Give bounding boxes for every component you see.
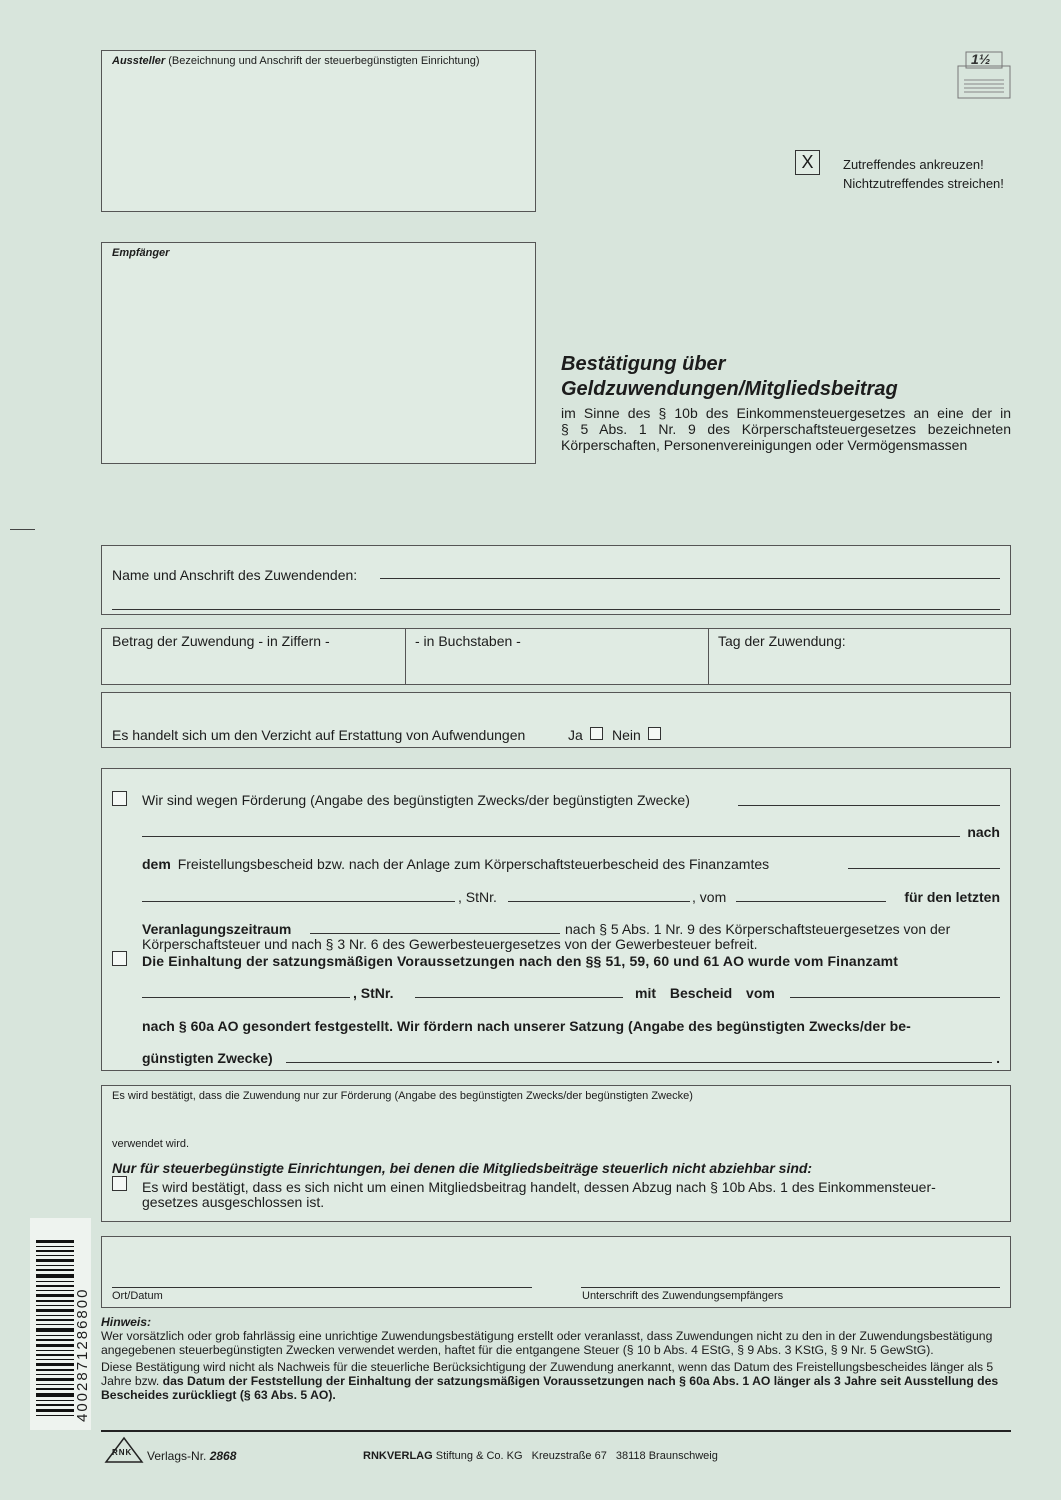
footer-verlag-label: Verlags-Nr. [147, 1449, 207, 1463]
document-title [561, 352, 1011, 453]
notice-p2 [101, 1360, 1011, 1402]
donor-line-2[interactable] [112, 609, 1000, 610]
rnk-logo-letters: RNK [112, 1448, 133, 1457]
exemption-a3-text: Freistellungsbescheid bzw. nach der Anlage zum Körperschaftsteuerbescheid des Finanzamtes [177, 856, 770, 872]
footer-publisher-name: RNKVERLAG [363, 1450, 433, 1462]
confirm-line2: verwendet wird. [112, 1138, 190, 1150]
barcode-number: 4002871286800 [74, 1287, 91, 1422]
rnk-logo [104, 1436, 144, 1464]
waiver-no-label: Nein [612, 727, 641, 743]
amount-digits-label: Betrag der Zuwendung - in Ziffern - [112, 633, 330, 649]
fold-mark [10, 529, 35, 530]
format-logo-text: 1½ [971, 51, 991, 67]
title-line1: Bestätigung über [561, 353, 726, 375]
exemption-a4-end: für den letzten [904, 889, 1000, 905]
exemption-a6: Körperschaftsteuer und nach § 3 Nr. 6 des Gewerbesteuergesetzes von der Gewerbesteuer befreit. [142, 936, 758, 952]
footer-verlag-number: 2868 [209, 1449, 237, 1463]
tax-office-line[interactable] [848, 868, 1000, 869]
exemption-purpose-line-1[interactable] [738, 805, 1000, 806]
footer-street: Kreuzstraße 67 [531, 1450, 607, 1462]
exemption-a4-stnr: , StNr. [458, 889, 497, 905]
title-sub3: Körperschaften, Personenvereinigungen oder Vermögensmassen [561, 437, 968, 453]
exemption-a-checkbox[interactable] [112, 791, 127, 806]
footer-rule [101, 1430, 1011, 1432]
footer-verlag [147, 1449, 236, 1463]
confirmation-box [101, 1085, 1011, 1222]
title-sub1: im Sinne des § 10b des Einkommensteuergesetzes an eine der in [561, 405, 1011, 421]
exemption-b-stnr-line[interactable] [415, 997, 623, 998]
exemption-a3-bold: dem [142, 856, 171, 872]
exemption-b2-mit: mit Bescheid vom [635, 985, 775, 1001]
exemption-a5-bold: Veranlagungszeitraum [142, 921, 292, 937]
confirm-note: Nur für steuerbegünstigte Einrichtungen, bei denen die Mitgliedsbeiträge steuerlich nicht abziehbar sind: [112, 1160, 813, 1176]
waiver-yes-checkbox[interactable] [590, 727, 603, 740]
signature-box [101, 1236, 1011, 1308]
amount-words-label: - in Buchstaben - [415, 633, 521, 649]
exemption-purpose-line-2[interactable] [142, 836, 960, 837]
tax-office-line-2[interactable] [142, 901, 455, 902]
legend-mark-text: X [801, 152, 814, 172]
exemption-b-office-line[interactable] [142, 997, 350, 998]
exemption-b-checkbox[interactable] [112, 951, 127, 966]
legend-line1: Zutreffendes ankreuzen! [843, 157, 984, 172]
issuer-hint: (Bezeichnung und Anschrift der steuerbegünstigten Einrichtung) [168, 55, 480, 67]
membership-fee-checkbox[interactable] [112, 1176, 127, 1191]
amount-row [101, 628, 1011, 685]
legend-mark [795, 150, 820, 175]
notice-p1: Wer vorsätzlich oder grob fahrlässig eine unrichtige Zuwendungsbestätigung erstellt oder veranlasst, dass Zuwendungen nicht zu den in der Zuwendungsbestätigung angegebenen steuerbegünstigten Zwecken verwendet werden, haftet für die entgangene Steuer (§ 10 b Abs. 4 EStG, § 9 Abs. 3 KStG, § 9 Nr. 5 GewStG). [101, 1329, 993, 1357]
confirm-check2: gesetzes ausgeschlossen ist. [142, 1194, 325, 1210]
waiver-no-checkbox[interactable] [648, 727, 661, 740]
recipient-box[interactable] [101, 242, 536, 464]
confirm-check1: Es wird bestätigt, dass es sich nicht um einen Mitgliedsbeitrag handelt, dessen Abzug nach § 10b Abs. 1 des Einkommensteuer- [142, 1179, 936, 1195]
amount-digits-field[interactable] [102, 629, 406, 684]
exemption-b-date-line[interactable] [790, 997, 1000, 998]
donor-label: Name und Anschrift des Zuwendenden: [112, 567, 358, 583]
place-date-label: Ort/Datum [112, 1290, 163, 1302]
exemption-b-purpose-line[interactable] [286, 1062, 992, 1063]
notice-p2b: das Datum der Feststellung der Einhaltung der satzungsmäßigen Voraussetzungen nach § 60a Abs. 1 AO länger als 3 Jahre seit Ausstellung des Bescheides zurückliegt (§ 63 Abs. 5 AO). [101, 1374, 999, 1402]
waiver-row [101, 692, 1011, 748]
exemption-date-line[interactable] [736, 901, 886, 902]
exemption-b4: günstigten Zwecke) [142, 1050, 273, 1066]
footer-city: 38118 Braunschweig [615, 1450, 718, 1462]
notice-heading: Hinweis: [101, 1315, 152, 1329]
barcode [30, 1218, 91, 1430]
confirm-line1: Es wird bestätigt, dass die Zuwendung nur zur Förderung (Angabe des begünstigten Zwecks/der begünstigten Zwecke) [112, 1090, 693, 1102]
legend-line2: Nichtzutreffendes streichen! [843, 176, 1004, 191]
exemption-a5-text: nach § 5 Abs. 1 Nr. 9 des Körperschaftsteuergesetzes von der [565, 921, 951, 937]
footer-publisher-suffix: Stiftung & Co. KG [435, 1450, 523, 1462]
legend-text [843, 155, 1004, 193]
issuer-caption [112, 55, 480, 67]
donor-box [101, 545, 1011, 615]
assessment-period-line[interactable] [310, 933, 560, 934]
signature-line[interactable] [581, 1287, 1000, 1288]
format-logo [956, 50, 1012, 100]
exemption-box [101, 768, 1011, 1071]
exemption-a4-vom: , vom [692, 889, 727, 905]
exemption-a1: Wir sind wegen Förderung (Angabe des begünstigten Zwecks/der begünstigten Zwecke) [142, 792, 690, 808]
donor-line-1[interactable] [380, 578, 1000, 579]
notice [101, 1315, 1011, 1402]
title-line2: Geldzuwendungen/Mitgliedsbeitrag [561, 378, 898, 400]
issuer-label: Aussteller [112, 55, 166, 67]
exemption-a2-end: nach [967, 824, 1000, 840]
recipient-label: Empfänger [112, 247, 170, 259]
issuer-box[interactable] [101, 50, 536, 212]
exemption-b3: nach § 60a AO gesondert festgestellt. Wir fördern nach unserer Satzung (Angabe des begünstigten Zwecks/der be- [142, 1018, 911, 1034]
waiver-yes-label: Ja [568, 727, 583, 743]
footer-publisher [363, 1450, 718, 1462]
signature-label: Unterschrift des Zuwendungsempfängers [582, 1290, 784, 1302]
place-date-line[interactable] [112, 1287, 532, 1288]
notice-p2a: Diese Bestätigung wird nicht als Nachweis für die steuerliche Berücksichtigung der Zuwendung anerkannt, wenn das Datum des Freistellungsbescheides länger als 5 Jahre bzw. [101, 1360, 994, 1388]
exemption-b4-end: . [996, 1050, 1000, 1066]
waiver-text: Es handelt sich um den Verzicht auf Erstattung von Aufwendungen [112, 727, 526, 743]
donation-date-label: Tag der Zuwendung: [718, 633, 846, 649]
exemption-b1: Die Einhaltung der satzungsmäßigen Voraussetzungen nach den §§ 51, 59, 60 und 61 AO wurde vom Finanzamt [142, 953, 899, 969]
exemption-b2-stnr: , StNr. [353, 985, 394, 1001]
exemption-stnr-line[interactable] [508, 901, 690, 902]
exemption-a3 [142, 856, 769, 872]
title-sub2: § 5 Abs. 1 Nr. 9 des Körperschaftsteuergesetzes bezeichneten [561, 421, 1011, 437]
amount-words-field[interactable] [405, 629, 709, 684]
